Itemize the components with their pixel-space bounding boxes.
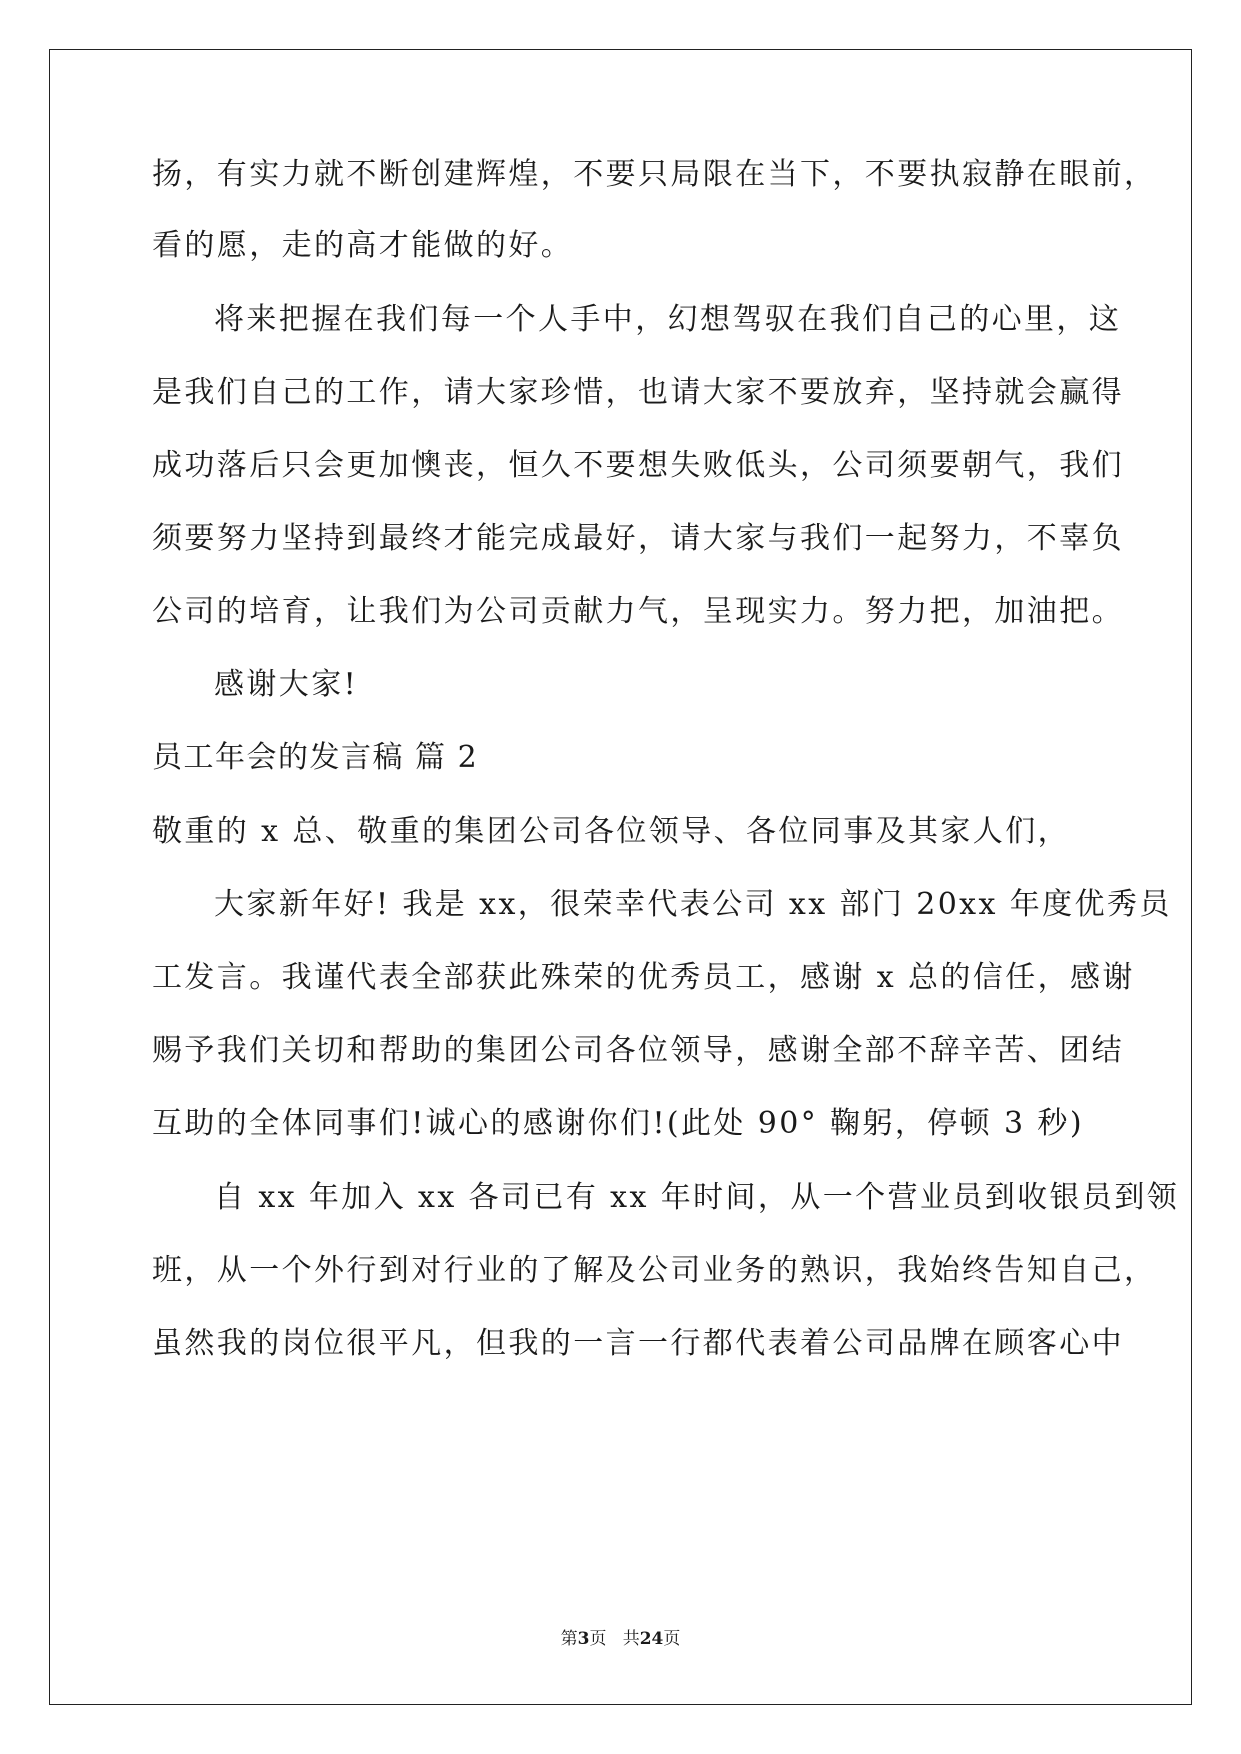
paragraph-3-line-1: 大家新年好! 我是 xx，很荣幸代表公司 xx 部门 20xx 年度优秀员 [214, 887, 1172, 922]
paragraph-1-line-2: 看的愿，走的高才能做的好。 [152, 228, 574, 263]
paragraph-2-line-1: 将来把握在我们每一个人手中，幻想驾驭在我们自己的心里，这 [214, 302, 1122, 337]
paragraph-2-line-5: 公司的培育，让我们为公司贡献力气，呈现实力。努力把，加油把。 [152, 594, 1124, 629]
page-suffix: 页 [589, 1629, 607, 1649]
paragraph-4-line-1: 自 xx 年加入 xx 各司已有 xx 年时间，从一个营业员到收银员到领 [214, 1180, 1180, 1215]
paragraph-1-line-1: 扬，有实力就不断创建辉煌，不要只局限在当下，不要执寂静在眼前， [152, 157, 1157, 192]
paragraph-2-line-3: 成功落后只会更加懊丧，恒久不要想失败低头，公司须要朝气，我们 [152, 448, 1124, 483]
page-number: 3 [577, 1629, 590, 1649]
paragraph-2-line-2: 是我们自己的工作，请大家珍惜，也请大家不要放弃，坚持就会赢得 [152, 375, 1124, 410]
closing-line: 感谢大家! [214, 667, 359, 702]
section-heading: 员工年会的发言稿 篇 2 [152, 740, 479, 775]
total-prefix: 共 [622, 1629, 640, 1649]
paragraph-3-line-2: 工发言。我谨代表全部获此殊荣的优秀员工，感谢 x 总的信任，感谢 [152, 960, 1135, 995]
paragraph-3-line-3: 赐予我们关切和帮助的集团公司各位领导，感谢全部不辞辛苦、团结 [152, 1033, 1124, 1068]
page-prefix: 第 [560, 1629, 578, 1649]
total-suffix: 页 [663, 1629, 681, 1649]
total-pages: 24 [639, 1629, 664, 1649]
page-border [49, 49, 1192, 1705]
paragraph-4-line-3: 虽然我的岗位很平凡，但我的一言一行都代表着公司品牌在顾客心中 [152, 1326, 1124, 1361]
paragraph-2-line-4: 须要努力坚持到最终才能完成最好，请大家与我们一起努力，不辜负 [152, 521, 1124, 556]
paragraph-3-line-4: 互助的全体同事们!诚心的感谢你们!(此处 90° 鞠躬，停顿 3 秒) [152, 1106, 1084, 1141]
paragraph-4-line-2: 班，从一个外行到对行业的了解及公司业务的熟识，我始终告知自己， [152, 1253, 1157, 1288]
salutation-line: 敬重的 x 总、敬重的集团公司各位领导、各位同事及其家人们， [152, 814, 1070, 849]
page-footer [0, 1628, 1241, 1650]
